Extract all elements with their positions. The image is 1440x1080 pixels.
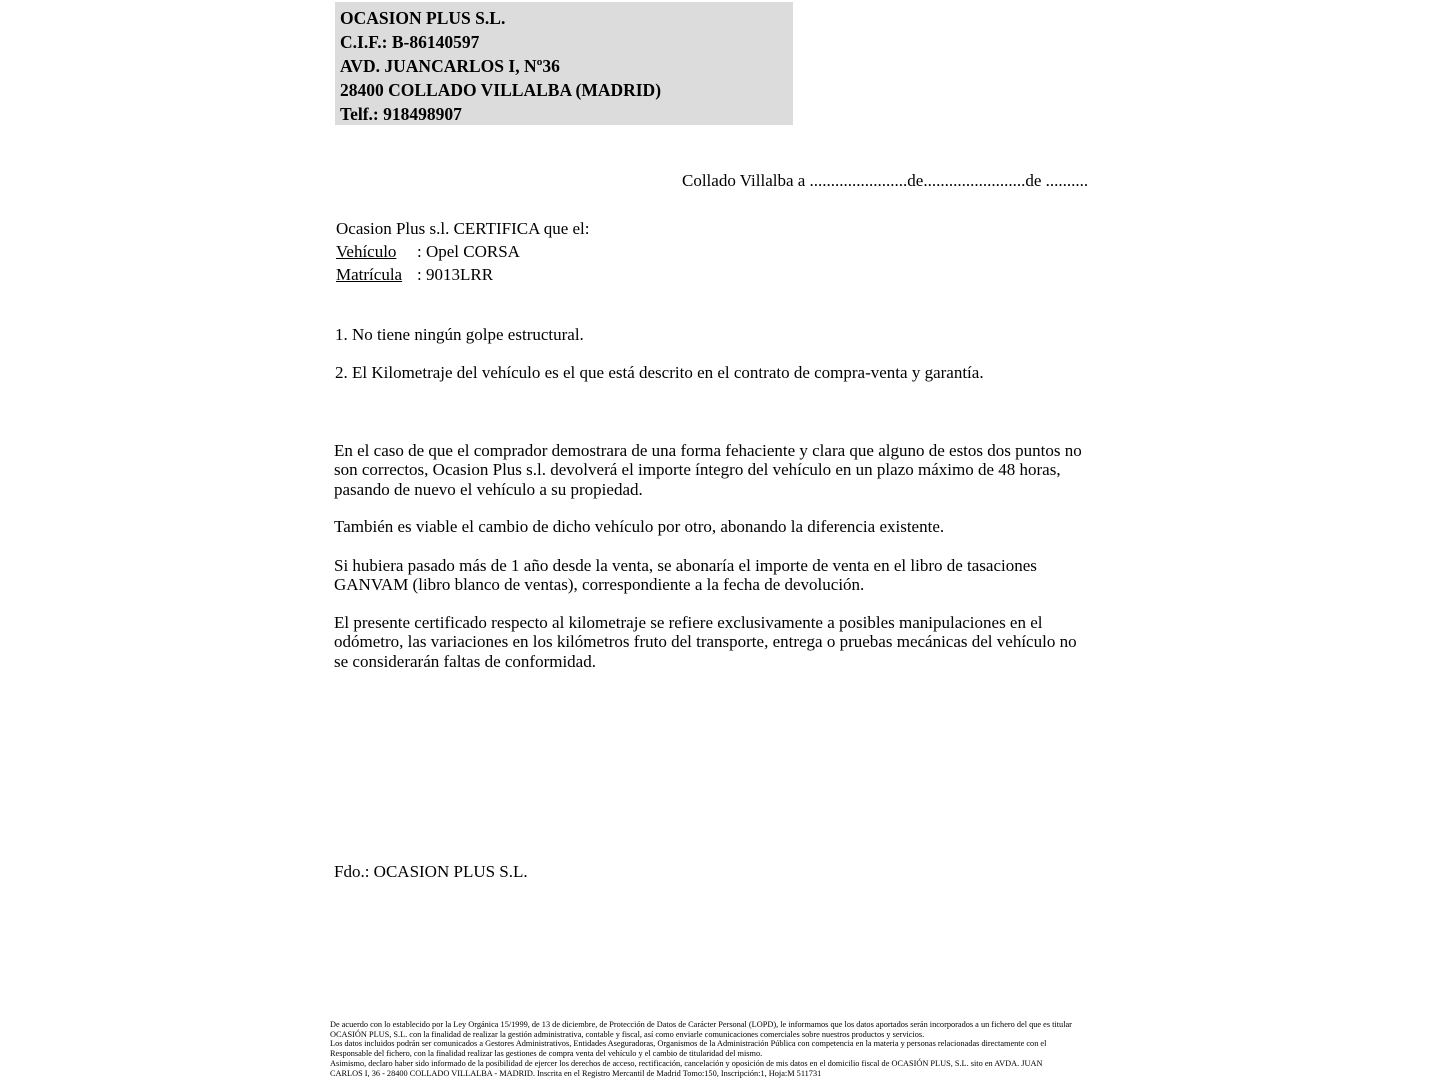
- condition-point-2: 2. El Kilometraje del vehículo es el que está descrito en el contrato de compra-venta y garantía.: [335, 363, 984, 382]
- paragraph-line: En el caso de que el comprador demostrara de una forma fehaciente y clara que alguno de estos dos puntos no: [334, 441, 1082, 460]
- paragraph-line: Si hubiera pasado más de 1 año desde la venta, se abonaría el importe de venta en el libro de tasaciones: [334, 556, 1037, 575]
- paragraph-ganvam: [334, 556, 1037, 595]
- paragraph-exchange: [334, 517, 944, 536]
- footer-line: Los datos incluidos podrán ser comunicados a Gestores Administrativos, Entidades Aseguradoras, Organismos de la Administración Pública con competencia en la materia y personas relacionadas directamente con el: [330, 1039, 1047, 1049]
- plate-row: [336, 263, 590, 286]
- company-phone: Telf.: 918498907: [340, 104, 462, 124]
- vehicle-row: [336, 240, 590, 263]
- paragraph-line: son correctos, Ocasion Plus s.l. devolverá el importe íntegro del vehículo en un plazo máximo de 48 horas,: [334, 460, 1061, 480]
- footer-line: De acuerdo con lo establecido por la Ley Orgánica 15/1999, de 13 de diciembre, de Protección de Datos de Carácter Personal (LOPD), le informamos que los datos aportados serán incorporados a un fichero del que es titular: [330, 1020, 1072, 1029]
- company-cif: C.I.F.: B-86140597: [340, 32, 480, 52]
- paragraph-return-policy: [334, 441, 1082, 499]
- company-city: 28400 COLLADO VILLALBA (MADRID): [340, 80, 662, 100]
- company-name: OCASION PLUS S.L.: [340, 8, 506, 28]
- company-address: AVD. JUANCARLOS I, Nº36: [340, 56, 560, 76]
- paragraph-line: se considerarán faltas de conformidad.: [334, 651, 596, 671]
- legal-footer: [330, 1020, 1072, 1078]
- certification-intro: Ocasion Plus s.l. CERTIFICA que el:: [336, 219, 590, 238]
- condition-point-1: 1. No tiene ningún golpe estructural.: [335, 325, 584, 344]
- footer-line: CARLOS I, 36 - 28400 COLLADO VILLALBA - MADRID. Inscrita en el Registro Mercantil de Madrid Tomo:150, Inscripción:1, Hoja:M 511731: [330, 1068, 822, 1078]
- vehicle-label: Vehículo: [336, 242, 397, 261]
- paragraph-line: El presente certificado respecto al kilometraje se refiere exclusivamente a posibles manipulaciones en el: [334, 613, 1043, 632]
- paragraph-line: odómetro, las variaciones en los kilómetros fruto del transporte, entrega o pruebas mecánicas del vehículo no: [334, 632, 1077, 652]
- footer-line: Asimismo, declaro haber sido informado de la posibilidad de ejercer los derechos de acceso, rectificación, cancelación y oposición de mis datos en el domicilio fiscal de OCASIÓN PLUS, S.L. sito en AVDA. JUAN: [330, 1058, 1043, 1068]
- footer-line: Responsable del fichero, con la finalidad realizar las gestiones de compra venta del vehículo y el cambio de titularidad del mismo.: [330, 1049, 763, 1059]
- vehicle-value: : Opel CORSA: [417, 242, 520, 261]
- date-line: Collado Villalba a .......................de........................de ..........: [682, 171, 1089, 190]
- plate-label: Matrícula: [336, 265, 403, 284]
- signature-line: Fdo.: OCASION PLUS S.L.: [334, 862, 528, 881]
- paragraph-line: GANVAM (libro blanco de ventas), correspondiente a la fecha de devolución.: [334, 575, 865, 595]
- paragraph-odometer: [334, 613, 1077, 671]
- paragraph-line: pasando de nuevo el vehículo a su propiedad.: [334, 479, 643, 499]
- plate-value: : 9013LRR: [417, 265, 494, 284]
- certification-block: [336, 217, 590, 286]
- paragraph-line: También es viable el cambio de dicho vehículo por otro, abonando la diferencia existente.: [334, 517, 945, 536]
- company-header-block: [335, 2, 793, 125]
- footer-line: OCASIÓN PLUS, S.L. con la finalidad de realizar la gestión administrativa, contable y fiscal, así como enviarle comunicaciones comerciales sobre nuestros productos y servicios.: [330, 1029, 925, 1039]
